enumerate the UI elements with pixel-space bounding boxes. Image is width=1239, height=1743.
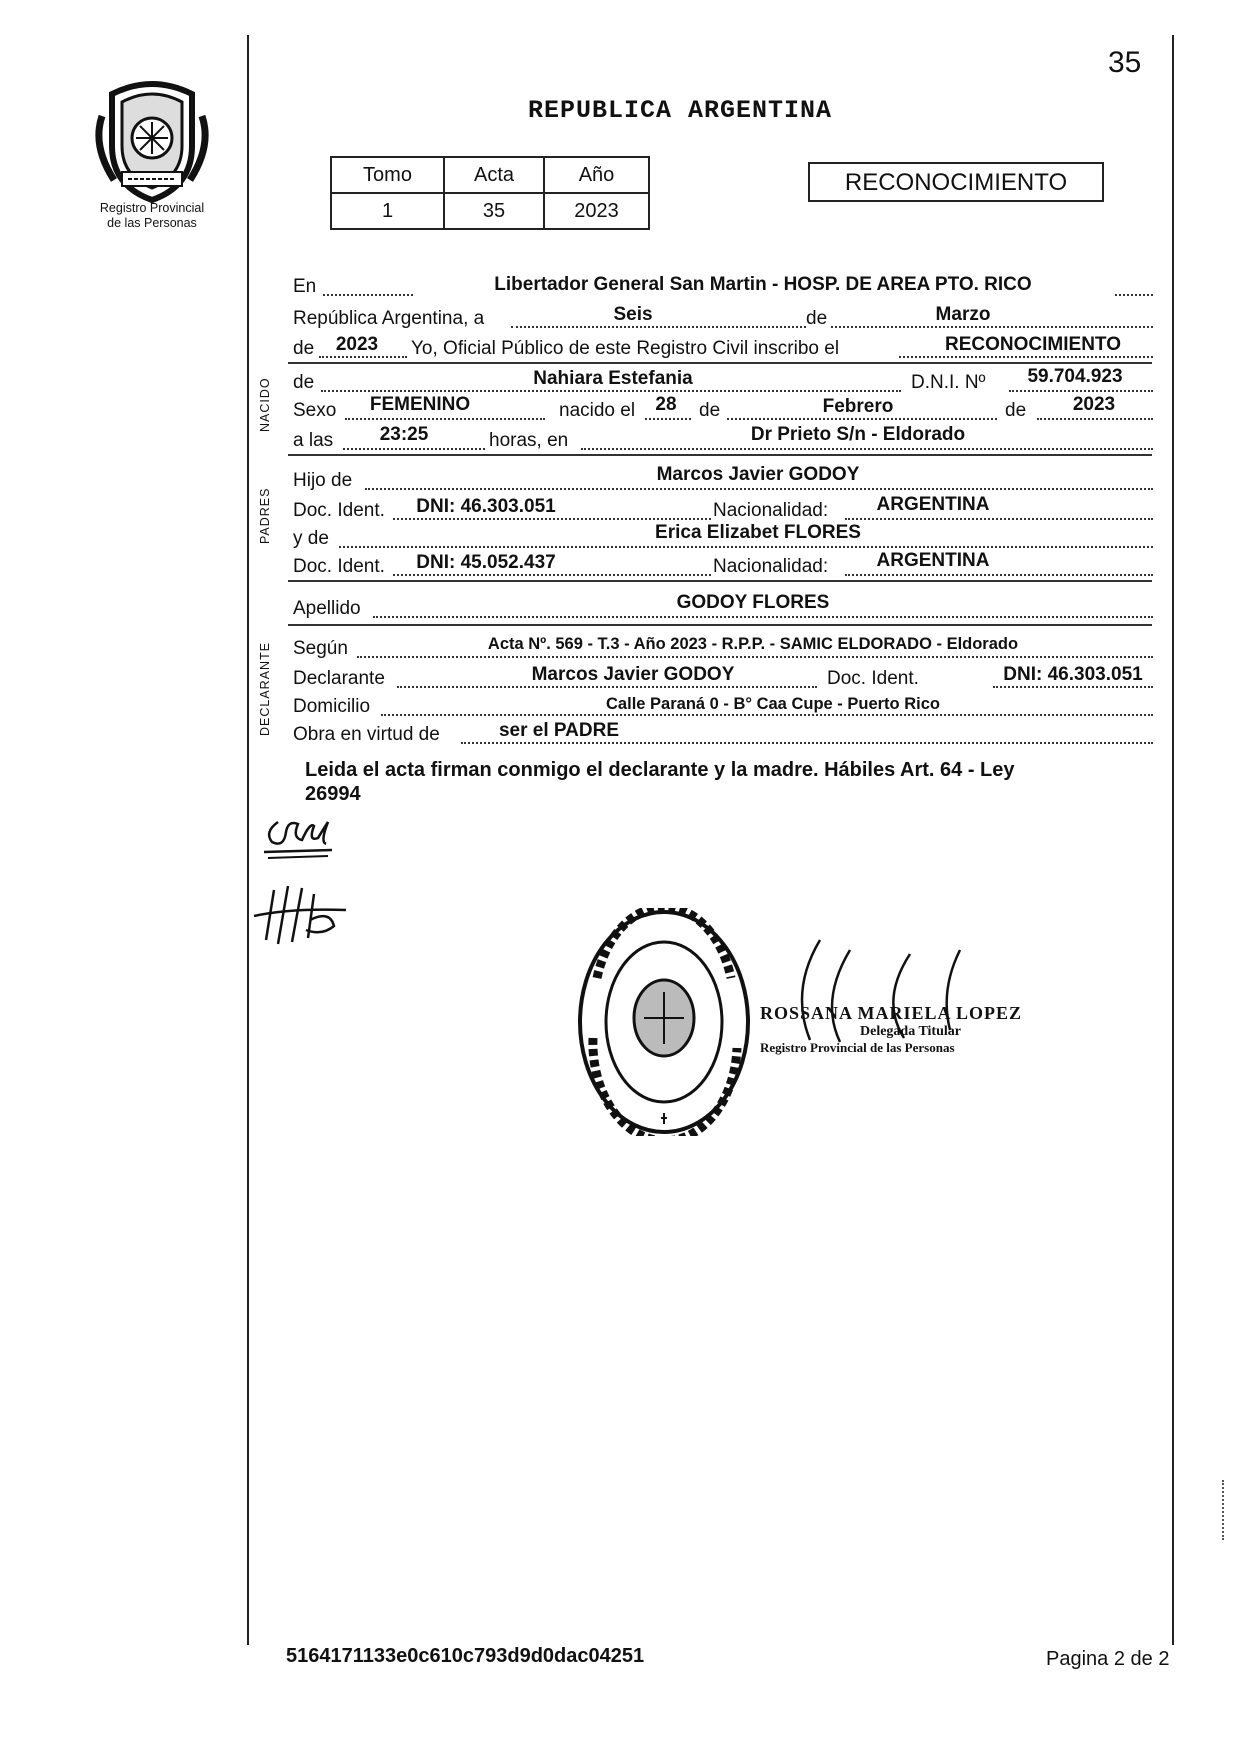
- hijo-label: Hijo de: [293, 470, 353, 491]
- header-acta: Acta: [444, 157, 544, 193]
- birth-year: 2023: [1059, 394, 1129, 416]
- child-name: Nahiara Estefania: [493, 368, 733, 390]
- inscribo-value: RECONOCIMIENTO: [923, 334, 1143, 356]
- declarante-label: Declarante: [293, 668, 385, 689]
- margin-mark: [1222, 1480, 1227, 1540]
- closing-statement: [305, 758, 1135, 806]
- record-table: [330, 156, 650, 230]
- document-title: REPUBLICA ARGENTINA: [527, 96, 833, 125]
- section-divider: [288, 624, 1152, 626]
- declarante-name: Marcos Javier GODOY: [513, 664, 753, 686]
- official-block: [760, 1003, 1022, 1056]
- de-label: de: [806, 308, 828, 329]
- dni-label: D.N.I. Nº: [911, 372, 986, 393]
- nac2-label: Nacionalidad:: [713, 556, 829, 577]
- de-name-label: de: [293, 372, 315, 393]
- mother-name: Erica Elizabet FLORES: [633, 522, 883, 544]
- nacido-label: nacido el: [559, 400, 636, 421]
- year-prefix: de: [293, 338, 315, 359]
- birth-place: Dr Prieto S/n - Eldorado: [733, 424, 983, 446]
- row-en: [293, 268, 1153, 298]
- dots: [727, 418, 997, 420]
- row-mother-doc: [293, 548, 1153, 578]
- header-ano: Año: [544, 157, 649, 193]
- row-inscribo: [293, 330, 1153, 360]
- mother-dni: DNI: 45.052.437: [401, 552, 571, 574]
- en-label: En: [293, 276, 317, 297]
- emblem-caption-line2: de las Personas: [107, 216, 197, 230]
- doc2-label: Doc. Ident.: [293, 556, 385, 577]
- inscribo-label: Yo, Oficial Público de este Registro Civil inscribo el: [411, 338, 840, 359]
- sexo-value: FEMENINO: [355, 394, 485, 416]
- mother-nationality: ARGENTINA: [863, 550, 1003, 572]
- row-sexo: [293, 392, 1153, 422]
- official-org: Registro Provincial de las Personas: [760, 1040, 955, 1055]
- dots: [393, 574, 711, 576]
- dots: [365, 488, 1153, 490]
- dots: [461, 742, 1153, 744]
- obra-label: Obra en virtud de: [293, 724, 440, 745]
- provincia-de-misiones-seal-icon: [92, 76, 212, 204]
- doc3-label: Doc. Ident.: [827, 668, 919, 689]
- side-label-declarante: DECLARANTE: [258, 641, 272, 736]
- horas-label: horas, en: [489, 430, 569, 451]
- row-time: [293, 422, 1153, 452]
- dots: [373, 616, 1153, 618]
- section-divider: [288, 580, 1152, 582]
- apellido-value: GODOY FLORES: [653, 592, 853, 614]
- doc1-label: Doc. Ident.: [293, 500, 385, 521]
- row-segun: [293, 630, 1153, 660]
- value-acta: 35: [444, 193, 544, 229]
- row-apellido: [293, 590, 1153, 620]
- row-republica: [293, 300, 1153, 330]
- section-divider: [288, 454, 1152, 456]
- value-tomo: 1: [331, 193, 444, 229]
- row-mother: [293, 520, 1153, 550]
- official-stamp: [577, 908, 752, 1136]
- declarante-dni: DNI: 46.303.051: [993, 664, 1153, 686]
- dots: [319, 356, 407, 358]
- dots: [357, 656, 1153, 658]
- dots: [343, 448, 485, 450]
- closing-line2: 26994: [305, 783, 361, 805]
- child-dni: 59.704.923: [1005, 366, 1145, 388]
- official-role: Delegada Titular: [860, 1024, 961, 1039]
- emblem-caption-line1: Registro Provincial: [99, 201, 205, 215]
- closing-line1: Leida el acta firman conmigo el declarante y la madre. Hábiles Art. 64 - Ley: [305, 759, 1015, 781]
- birth-de1: de: [699, 400, 721, 421]
- document-hash: 5164171133e0c610c793d9d0dac04251: [286, 1645, 645, 1667]
- birth-month: Febrero: [803, 396, 913, 418]
- record-year: 2023: [327, 334, 387, 356]
- row-declarante: [293, 660, 1153, 690]
- domicilio-value: Calle Paraná 0 - B° Caa Cupe - Puerto Rico: [573, 695, 973, 714]
- dots: [845, 574, 1153, 576]
- dots: [581, 448, 1153, 450]
- header-tomo: Tomo: [331, 157, 444, 193]
- father-name: Marcos Javier GODOY: [633, 464, 883, 486]
- dots: [1037, 418, 1153, 420]
- birth-day: 28: [651, 394, 681, 416]
- pagination: Pagina 2 de 2: [1046, 1648, 1170, 1670]
- row-father-doc: [293, 492, 1153, 522]
- republica-label: República Argentina, a: [293, 308, 485, 329]
- record-day: Seis: [593, 304, 673, 326]
- row-father: [293, 462, 1153, 492]
- row-domicilio: [293, 688, 1153, 718]
- nac1-label: Nacionalidad:: [713, 500, 829, 521]
- dots: [345, 418, 545, 420]
- record-month: Marzo: [913, 304, 1013, 326]
- dots: [511, 326, 806, 328]
- dots: [645, 418, 691, 420]
- emblem-caption: [82, 201, 222, 231]
- right-margin-line: [1172, 35, 1174, 1645]
- apellido-label: Apellido: [293, 598, 361, 619]
- sexo-label: Sexo: [293, 400, 337, 421]
- segun-label: Según: [293, 638, 348, 659]
- father-nationality: ARGENTINA: [863, 494, 1003, 516]
- father-dni: DNI: 46.303.051: [401, 496, 571, 518]
- row-obra: [293, 716, 1153, 746]
- declarant-signature: [258, 812, 338, 864]
- birth-de2: de: [1005, 400, 1027, 421]
- side-label-nacido: NACIDO: [258, 377, 272, 432]
- mother-signature: [250, 880, 350, 950]
- official-name: ROSSANA MARIELA LOPEZ: [760, 1003, 1023, 1023]
- yde-label: y de: [293, 528, 329, 549]
- segun-value: Acta Nº. 569 - T.3 - Año 2023 - R.P.P. - SAMIC ELDORADO - Eldorado: [433, 635, 1073, 654]
- alas-label: a las: [293, 430, 334, 451]
- dots: [831, 326, 1153, 328]
- left-margin-line: [247, 35, 249, 1645]
- side-label-padres: PADRES: [258, 487, 272, 544]
- dots: [899, 356, 1153, 358]
- place-of-record: Libertador General San Martin - HOSP. DE AREA PTO. RICO: [413, 274, 1113, 296]
- page-number: 35: [1108, 46, 1142, 79]
- record-type-box: RECONOCIMIENTO: [808, 162, 1104, 202]
- value-ano: 2023: [544, 193, 649, 229]
- birth-time: 23:25: [369, 424, 439, 446]
- obra-value: ser el PADRE: [489, 720, 629, 742]
- domicilio-label: Domicilio: [293, 696, 371, 717]
- row-name: [293, 364, 1153, 394]
